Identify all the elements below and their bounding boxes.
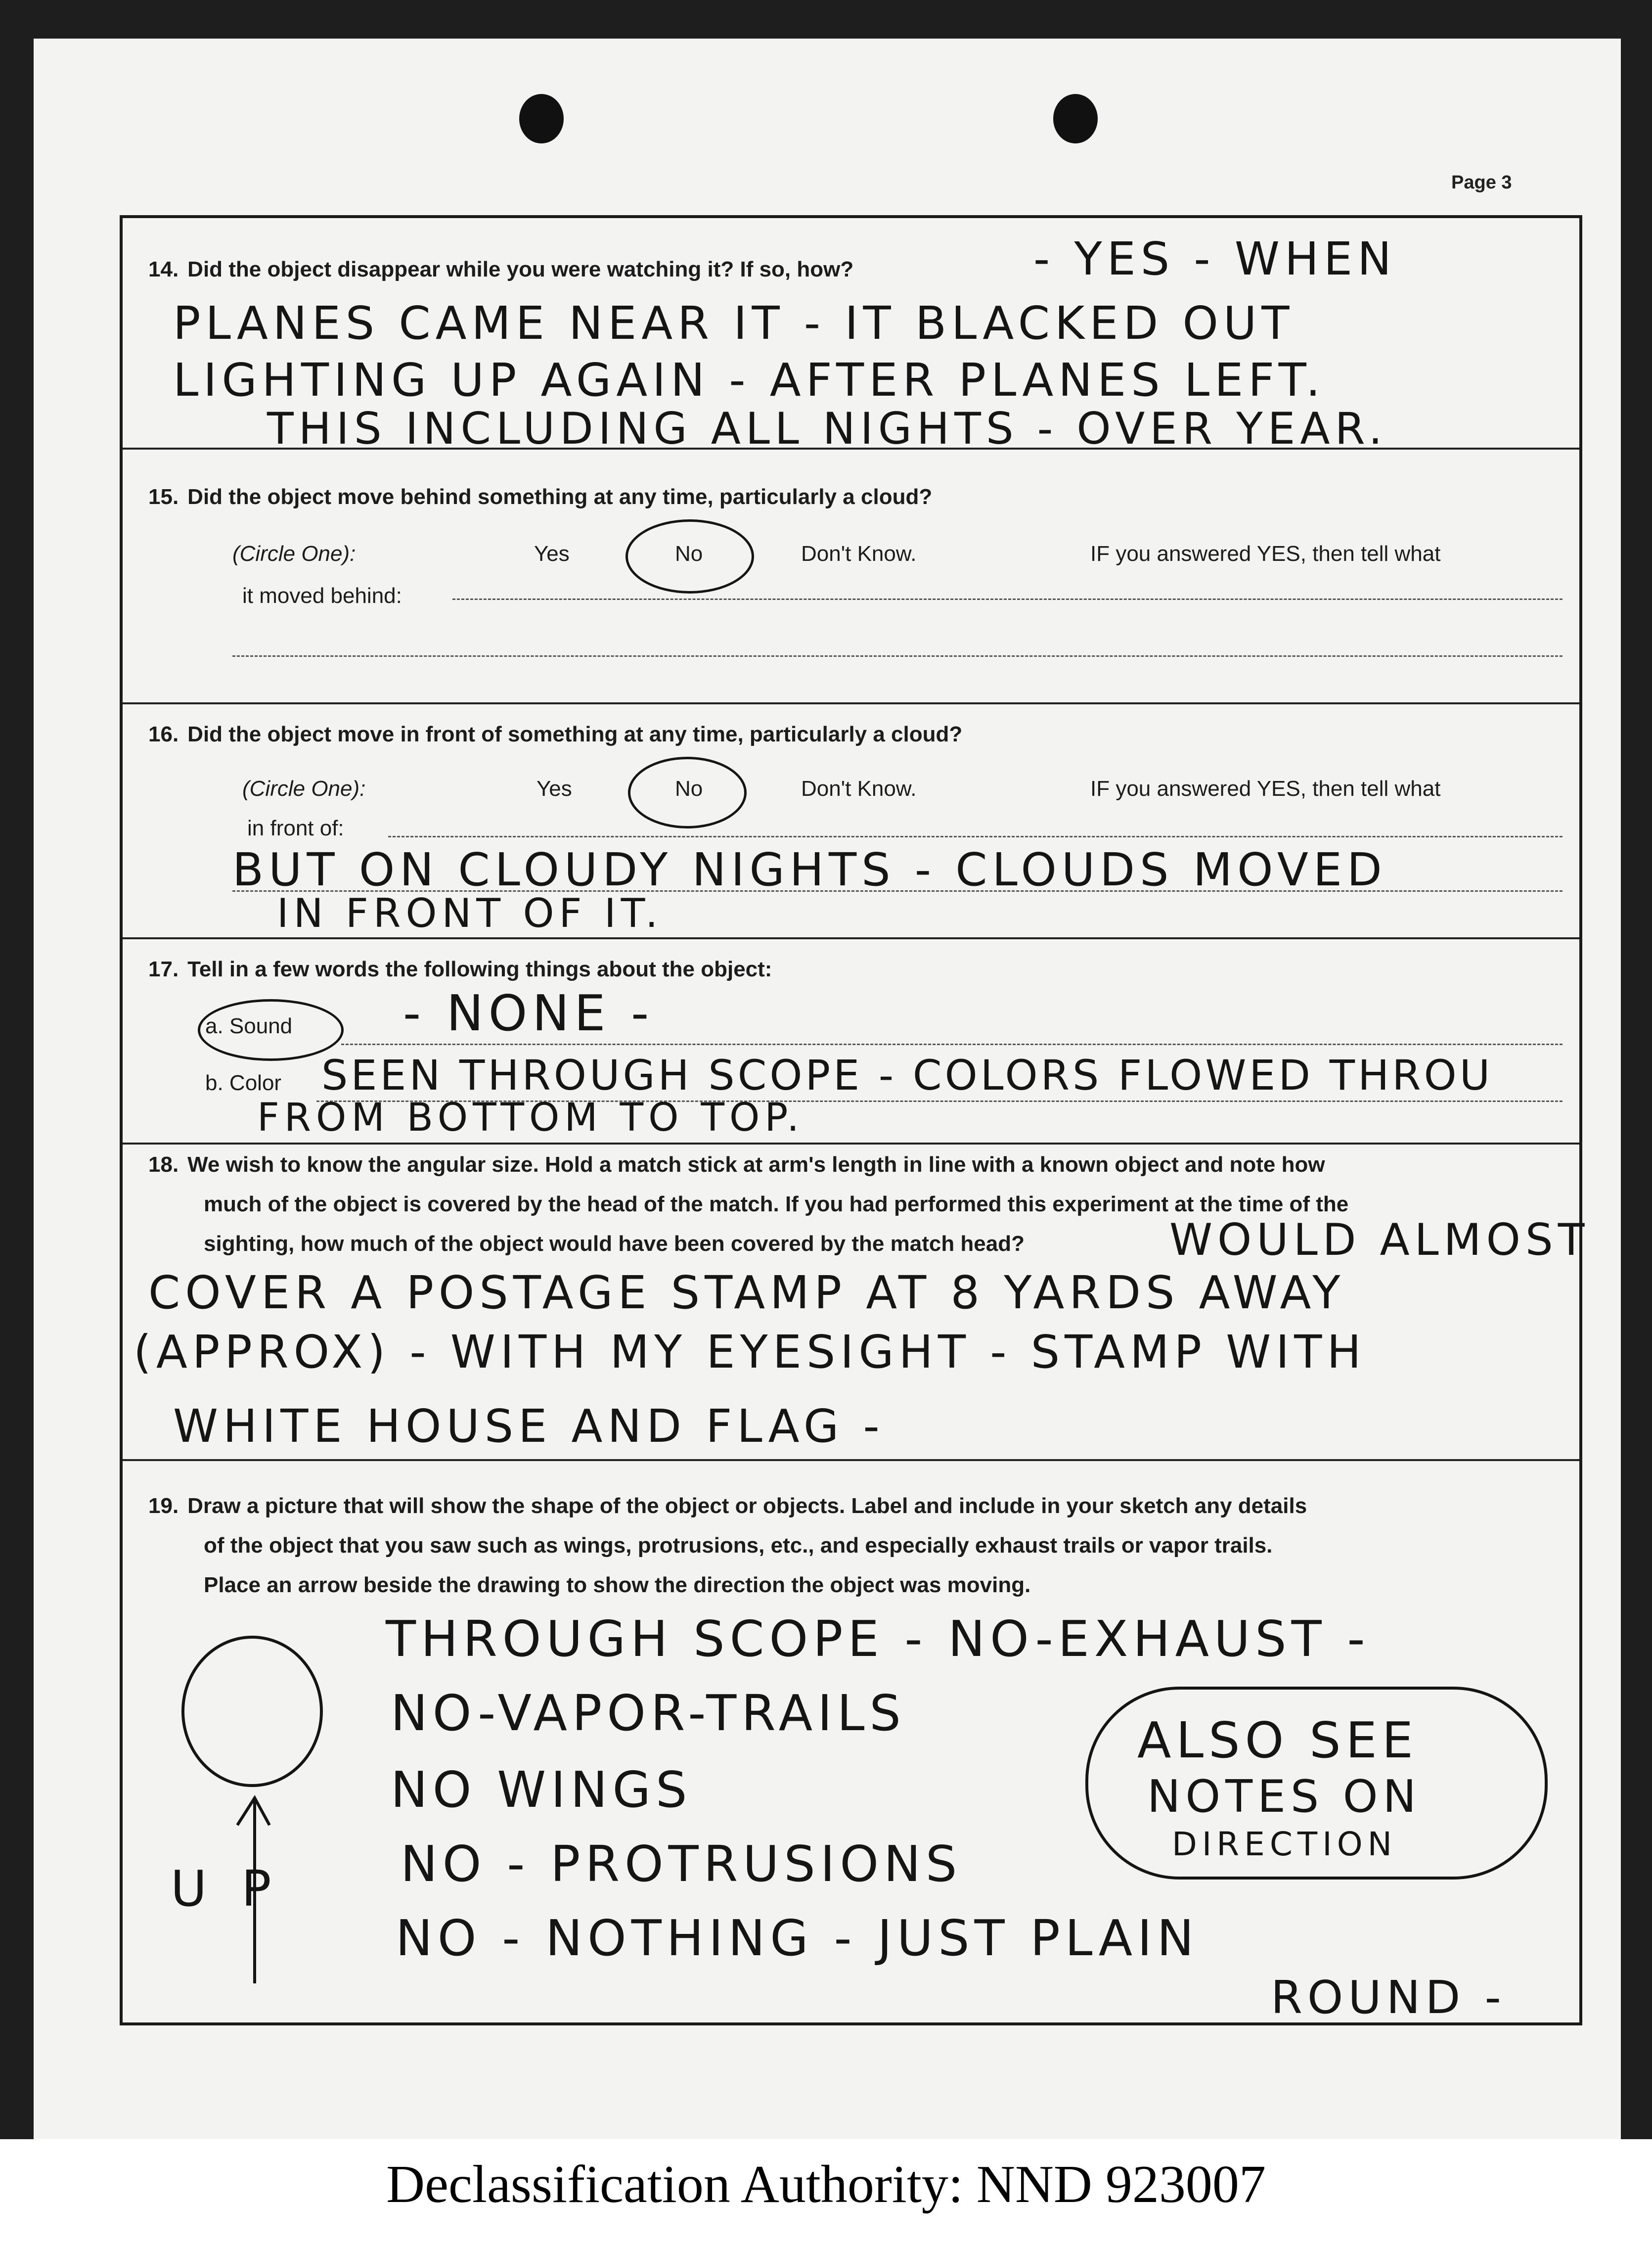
handwritten-answer: IN FRONT OF IT.	[277, 890, 663, 936]
selection-circle	[628, 757, 747, 828]
question-text: We wish to know the angular size. Hold a match stick at arm's length in line with a known object and note how	[187, 1152, 1325, 1177]
direction-label: UP	[171, 1860, 306, 1918]
section-divider	[123, 448, 1579, 450]
question-17	[148, 957, 772, 982]
punch-hole	[519, 94, 564, 143]
handwritten-answer: COVER A POSTAGE STAMP AT 8 YARDS AWAY	[148, 1266, 1345, 1319]
round-object-drawing	[183, 1637, 321, 1786]
followup-label: it moved behind:	[242, 584, 402, 608]
question-text: Draw a picture that will show the shape of the object or objects. Label and include in your sketch any details	[187, 1494, 1307, 1518]
if-yes-instruction: IF you answered YES, then tell what	[1090, 777, 1441, 801]
answer-line	[232, 655, 1563, 657]
handwritten-answer: SEEN THROUGH SCOPE - COLORS FLOWED THROU	[321, 1051, 1493, 1100]
question-text: Place an arrow beside the drawing to show the direction the object was moving.	[204, 1573, 1031, 1597]
handwritten-answer: NO - NOTHING - JUST PLAIN	[396, 1909, 1199, 1967]
circle-one-label: (Circle One):	[242, 777, 366, 801]
note-text: ALSO SEE	[1137, 1711, 1418, 1769]
followup-label: in front of:	[247, 816, 344, 840]
question-text: much of the object is covered by the head of the match. If you had performed this experiment at the time of the	[204, 1192, 1349, 1216]
handwritten-answer: THIS INCLUDING ALL NIGHTS - OVER YEAR.	[267, 403, 1387, 454]
option-no[interactable]: No	[675, 542, 703, 566]
section-divider	[123, 937, 1579, 939]
question-text: Did the object move behind something at any time, particularly a cloud?	[187, 485, 933, 509]
question-15	[148, 485, 932, 509]
question-text: Did the object move in front of something at any time, particularly a cloud?	[187, 722, 963, 746]
question-18	[148, 1152, 1325, 1177]
punch-hole	[1053, 94, 1098, 143]
if-yes-instruction: IF you answered YES, then tell what	[1090, 542, 1441, 566]
handwritten-answer: PLANES CAME NEAR IT - IT BLACKED OUT	[173, 297, 1295, 350]
handwritten-answer: - NONE -	[403, 984, 654, 1042]
handwritten-answer: WHITE HOUSE AND FLAG -	[173, 1400, 885, 1453]
question-text: sighting, how much of the object would have been covered by the match head?	[204, 1232, 1025, 1256]
handwritten-answer: LIGHTING UP AGAIN - AFTER PLANES LEFT.	[173, 354, 1326, 407]
answer-line	[388, 836, 1563, 837]
note-text: NOTES ON	[1147, 1771, 1421, 1823]
question-text: Did the object disappear while you were watching it? If so, how?	[187, 257, 854, 281]
question-number: 18.	[148, 1152, 179, 1177]
handwritten-answer: FROM BOTTOM TO TOP.	[257, 1096, 804, 1140]
question-16	[148, 722, 962, 747]
question-text: of the object that you saw such as wings, protrusions, etc., and especially exhaust trails or vapor trails.	[204, 1533, 1273, 1558]
section-divider	[123, 1459, 1579, 1461]
question-text: Tell in a few words the following things about the object:	[187, 957, 772, 981]
question-number: 14.	[148, 257, 179, 281]
section-divider	[123, 702, 1579, 704]
option-yes[interactable]: Yes	[534, 542, 570, 566]
object-sketch	[163, 1627, 341, 2013]
option-no[interactable]: No	[675, 777, 703, 801]
question-14	[148, 257, 853, 282]
handwritten-answer: ROUND -	[1271, 1971, 1506, 2024]
answer-line	[452, 598, 1563, 600]
handwritten-answer: NO-VAPOR-TRAILS	[391, 1684, 906, 1742]
handwritten-answer: WOULD ALMOST	[1169, 1214, 1590, 1265]
option-dont-know[interactable]: Don't Know.	[801, 777, 917, 801]
option-dont-know[interactable]: Don't Know.	[801, 542, 917, 566]
sound-label: a. Sound	[205, 1014, 293, 1038]
declassification-footer: Declassification Authority: NND 923007	[386, 2155, 1266, 2214]
answer-line	[341, 1044, 1563, 1045]
handwritten-answer: NO WINGS	[391, 1761, 692, 1819]
note-text: DIRECTION	[1172, 1825, 1397, 1863]
question-number: 16.	[148, 722, 179, 746]
circle-one-label: (Circle One):	[232, 542, 356, 566]
section-divider	[123, 1143, 1579, 1145]
selection-circle	[625, 519, 754, 594]
handwritten-answer: (APPROX) - WITH MY EYESIGHT - STAMP WITH	[134, 1326, 1366, 1378]
handwritten-answer: NO - PROTRUSIONS	[401, 1835, 962, 1893]
handwritten-answer: BUT ON CLOUDY NIGHTS - CLOUDS MOVED	[232, 843, 1387, 896]
color-label: b. Color	[205, 1071, 282, 1095]
handwritten-answer: - YES - WHEN	[1033, 232, 1396, 285]
page-number: Page 3	[1451, 172, 1512, 193]
question-number: 19.	[148, 1494, 179, 1518]
option-yes[interactable]: Yes	[536, 777, 572, 801]
question-19	[148, 1494, 1307, 1518]
handwritten-answer: THROUGH SCOPE - NO-EXHAUST -	[386, 1610, 1370, 1668]
question-number: 15.	[148, 485, 179, 509]
question-number: 17.	[148, 957, 179, 981]
